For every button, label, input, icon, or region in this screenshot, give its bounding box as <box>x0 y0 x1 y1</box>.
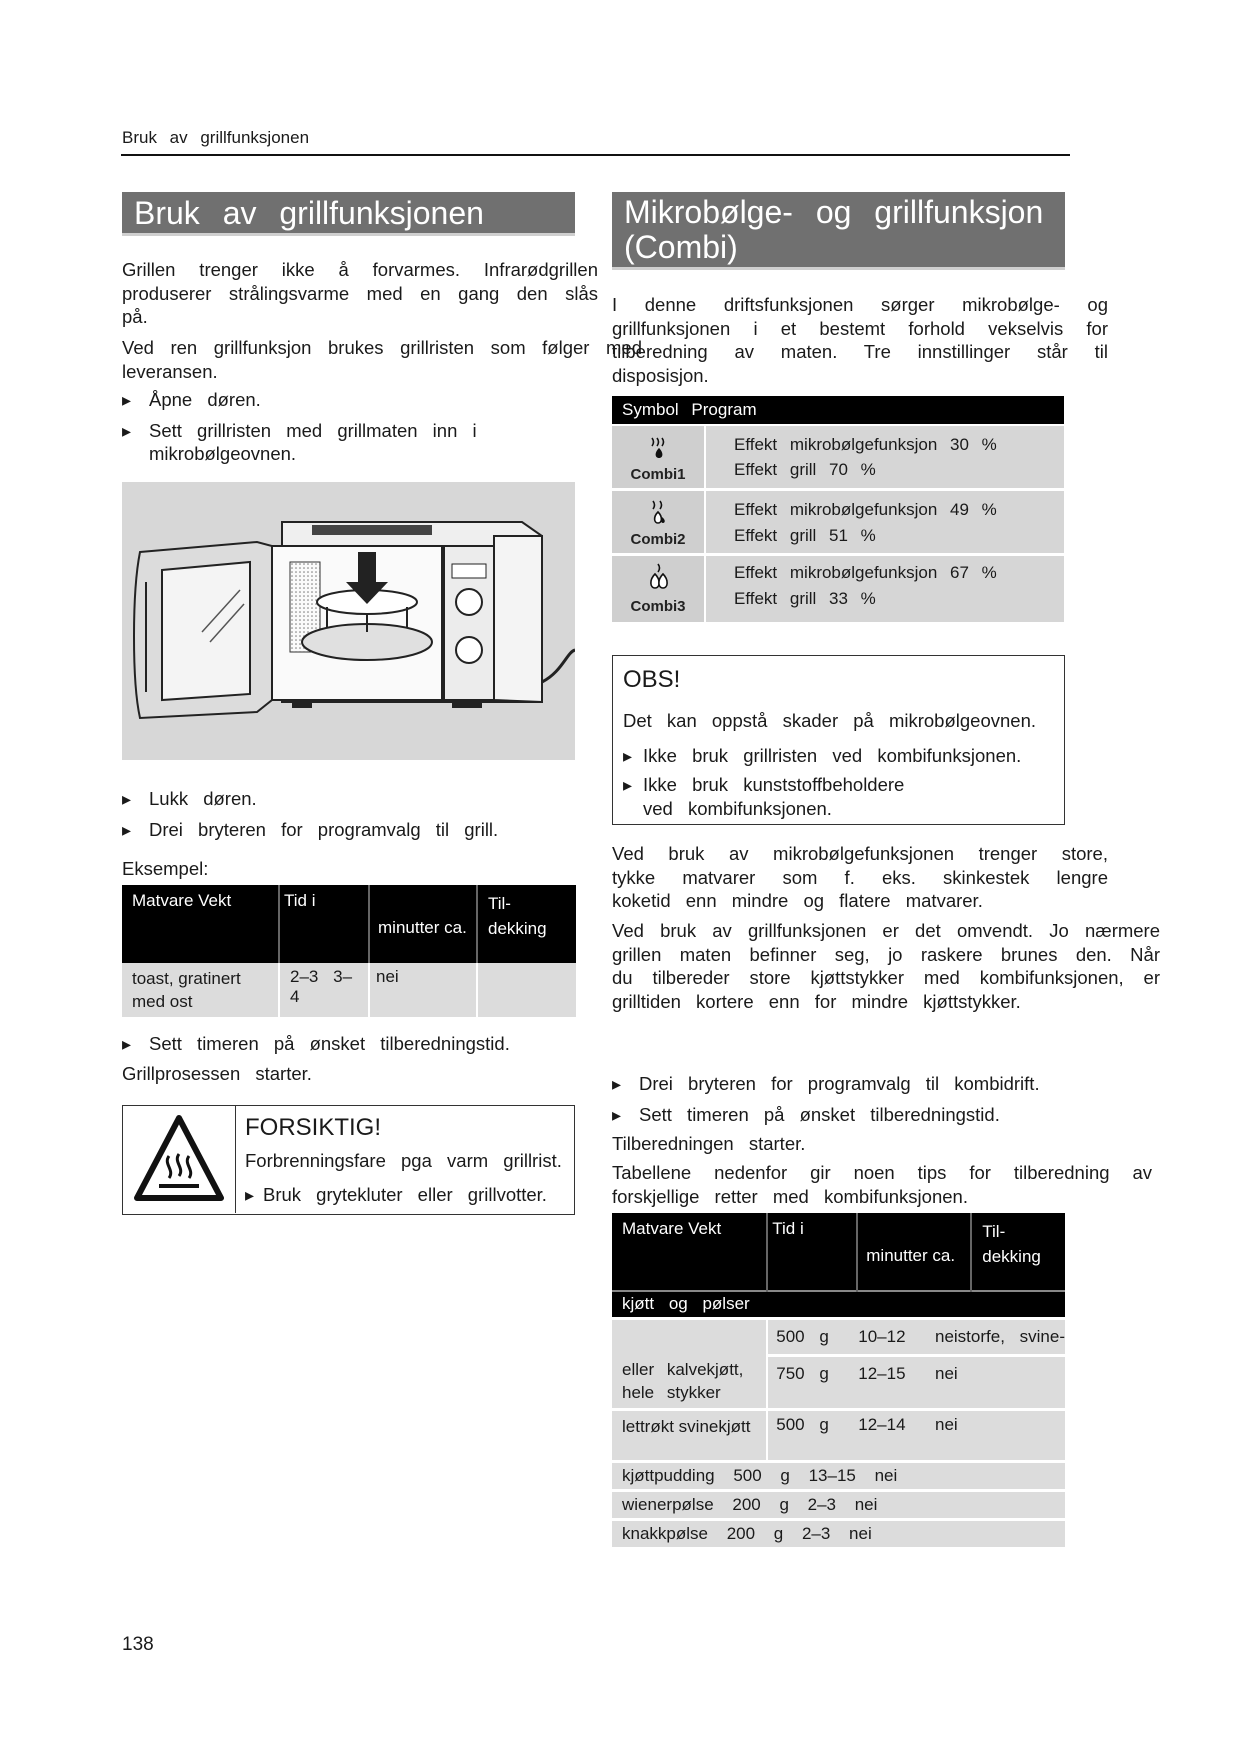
steps-after-list <box>122 787 592 842</box>
symbol-table-row <box>612 491 1064 553</box>
bullet-arrow-icon <box>612 1072 639 1097</box>
symbol-label: Combi2 <box>630 531 686 548</box>
hot-surface-warning-icon <box>123 1106 236 1213</box>
bullet-arrow-icon <box>612 1103 639 1128</box>
bullet-arrow-icon <box>623 744 643 769</box>
caution-bullet: ▸ Bruk grytekluter eller grillvotter. <box>245 1183 547 1208</box>
title-line: (Combi) <box>624 229 738 265</box>
program-line: Effekt mikrobølgefunksjon 49 % <box>734 500 997 519</box>
process-start: Grillprosessen starter. <box>122 1063 312 1084</box>
col-header: Tid i <box>279 885 369 963</box>
step-item: ▸ Lukk døren. <box>122 787 592 812</box>
bullet-arrow-icon <box>122 1032 149 1057</box>
tables-intro: Tabellene nedenfor gir noen tips for tilberedning av forskjellige retter med kombifunksjonen. <box>612 1162 1152 1207</box>
col-header: Til-dekking <box>477 885 576 963</box>
combi-para-2: Ved bruk av grillfunksjonen er det omvendt. Jo nærmere grillen maten befinner seg, jo raskere brunes den. Når du tilbereder store kjøttstykker med kombifunksjonen, er grilltiden kortere enn for mindre kjøttstykker. <box>612 920 1160 1012</box>
program-line: Effekt mikrobølgefunksjon 67 % <box>734 563 997 582</box>
table-cell: knakkpølse 200 g 2–3 nei <box>612 1519 1065 1547</box>
title-line: Mikrobølge- og grillfunksjon <box>624 194 1044 230</box>
table-cell: lettrøkt svinekjøtt <box>612 1409 767 1461</box>
program-line: Effekt grill 33 % <box>734 589 876 608</box>
col-header: Til-dekking <box>971 1213 1065 1291</box>
combi1-icon <box>650 436 668 460</box>
program-line: Effekt grill 70 % <box>734 460 876 479</box>
symbol-label: Combi3 <box>630 598 686 615</box>
table-cell <box>477 963 576 1017</box>
bullet-arrow-icon <box>245 1183 263 1208</box>
obs-bullet: ▸ Ikke bruk kunststoffbeholdere ved kombifunksjonen. <box>623 773 923 820</box>
col-header: Matvare Vekt <box>122 885 279 963</box>
program-line: Effekt mikrobølgefunksjon 30 % <box>734 435 997 454</box>
symbol-label: Combi1 <box>630 466 686 483</box>
obs-text: Det kan oppstå skader på mikrobølgeovnen. <box>623 710 1037 731</box>
combi3-symbol <box>612 556 706 622</box>
combi-table <box>612 1213 1065 1547</box>
combi2-symbol <box>612 491 706 553</box>
table-subrow: 750 g 12–15 nei <box>776 1363 958 1383</box>
col-header: minutter ca. <box>857 1213 971 1291</box>
table-cell: toast, gratinert med ost <box>122 963 279 1017</box>
table-cell: wienerpølse 200 g 2–3 nei <box>612 1490 1065 1519</box>
steps-before-list <box>122 388 552 466</box>
program-line: Effekt grill 51 % <box>734 526 876 545</box>
caution-title: FORSIKTIG! <box>245 1114 382 1141</box>
col-header: Matvare Vekt <box>612 1213 767 1291</box>
obs-title: OBS! <box>623 666 681 693</box>
section-title-grill: Bruk av grillfunksjonen <box>122 192 575 236</box>
combi-intro: I denne driftsfunksjonen sørger mikrobølge- og grillfunksjonen i et bestemt forhold vekselvis for tilberedning av maten. Tre innstillinger står til disposisjon. <box>612 294 1108 386</box>
bullet-arrow-icon <box>122 787 149 812</box>
obs-bullet: ▸ Ikke bruk grillristen ved kombifunksjonen. <box>623 744 1063 769</box>
group-header: kjøtt og pølser <box>612 1291 1065 1318</box>
obs-box <box>612 655 1065 825</box>
prep-start: Tilberedningen starter. <box>612 1133 806 1154</box>
col-header: Program <box>691 400 757 419</box>
col-header: Tid i <box>767 1213 857 1291</box>
symbol-table-row <box>612 556 1064 622</box>
table-subrow: 500 g 10–12 neistorfe, svine- <box>768 1320 1065 1357</box>
timer-step <box>122 1032 592 1057</box>
example-table <box>122 885 576 1017</box>
header-rule <box>121 154 1070 156</box>
bullet-arrow-icon <box>122 419 149 466</box>
step-item: ▸ Åpne døren. <box>122 388 552 413</box>
table-cell: kjøttpudding 500 g 13–15 nei <box>612 1461 1065 1490</box>
open-microwave-image <box>122 482 575 760</box>
table-cell: eller kalvekjøtt, hele stykker <box>612 1318 767 1409</box>
step-item: ▸ Drei bryteren for programvalg til kombidrift. <box>612 1072 1112 1097</box>
table-cell: 2–3 3–4 <box>279 963 369 1017</box>
caution-box <box>122 1105 575 1215</box>
microwave-illustration <box>122 482 575 760</box>
table-cell <box>767 1318 1065 1409</box>
bullet-arrow-icon <box>122 388 149 413</box>
combi1-symbol <box>612 426 706 488</box>
bullet-arrow-icon <box>623 773 643 820</box>
col-header: minutter ca. <box>369 885 477 963</box>
combi2-icon <box>650 499 668 527</box>
caution-text: Forbrenningsfare pga varm grillrist. <box>245 1150 562 1171</box>
table-cell: nei <box>369 963 477 1017</box>
symbol-table-row <box>612 426 1064 488</box>
section-title-combi <box>612 192 1065 270</box>
step-item: ▸ Drei bryteren for programvalg til grill. <box>122 818 592 843</box>
grill-intro: Grillen trenger ikke å forvarmes. Infrarødgrillen produserer strålingsvarme med en gang den slås på. <box>122 259 598 327</box>
page-number: 138 <box>122 1634 154 1655</box>
step-item: ▸ Sett timeren på ønsket tilberedningstid. <box>612 1103 1112 1128</box>
running-header: Bruk av grillfunksjonen <box>122 128 310 147</box>
step-item: ▸ Sett timeren på ønsket tilberedningstid. <box>122 1032 592 1057</box>
col-header: Symbol <box>622 400 679 419</box>
table-cell: 500 g 12–14 nei <box>767 1409 1065 1461</box>
step-item: ▸ Sett grillristen med grillmaten inn i mikrobølgeovnen. <box>122 419 552 466</box>
combi-steps-list <box>612 1072 1112 1127</box>
bullet-arrow-icon <box>122 818 149 843</box>
symbol-table-header <box>612 396 1064 424</box>
combi3-icon <box>646 562 672 594</box>
combi-para-1: Ved bruk av mikrobølgefunksjonen trenger store, tykke matvarer som f. eks. skinkestek lengre koketid enn mindre og flatere matvarer. <box>612 843 1108 911</box>
example-label: Eksempel: <box>122 858 209 879</box>
rack-note: Ved ren grillfunksjon brukes grillristen som følger med leveransen. <box>122 337 642 382</box>
